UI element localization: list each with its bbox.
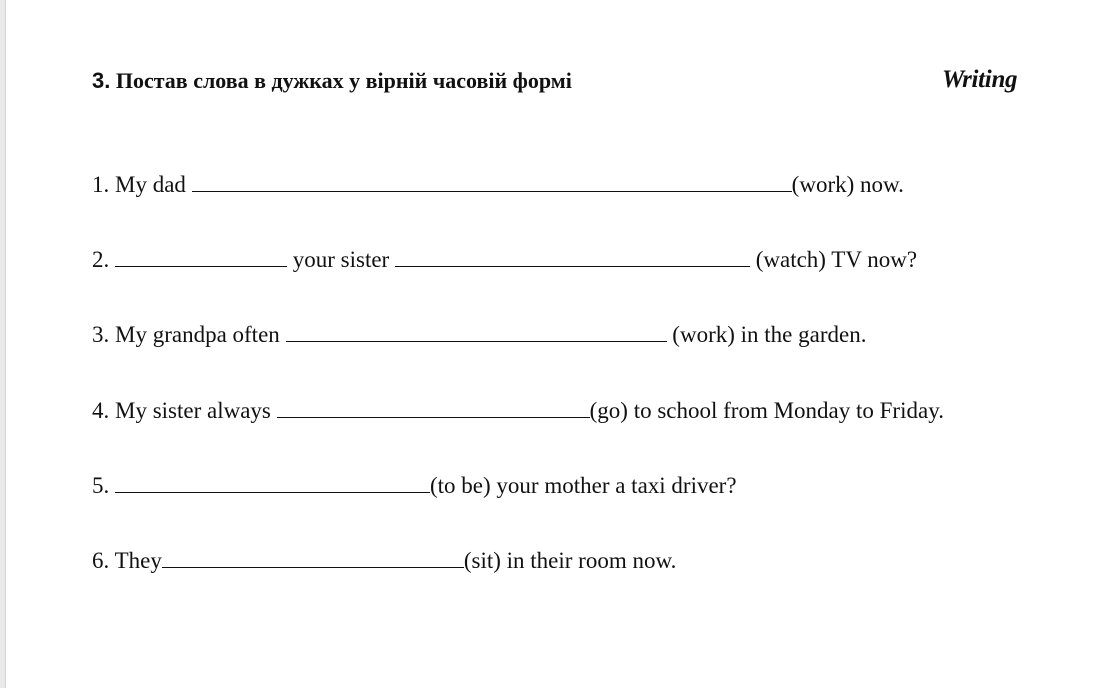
exercise-item-4 [92,396,944,426]
item-5-blank[interactable] [115,471,430,493]
item-6-blank[interactable] [162,546,464,568]
exercise-heading [92,66,572,96]
item-1-tail: (work) now. [791,172,904,197]
item-2-blank-2[interactable] [395,245,750,267]
item-4-blank[interactable] [277,396,590,418]
exercise-number: 3. [92,68,111,93]
item-3-blank[interactable] [286,320,667,342]
item-3-lead: 3. My grandpa often [92,322,286,347]
item-1-lead: 1. My dad [92,172,192,197]
document-page [6,0,1119,688]
exercise-instruction: Постав слова в дужках у вірній часовій формі [115,68,572,93]
item-2-lead: 2. [92,247,115,272]
exercise-item-6 [92,546,676,576]
item-2-blank-1[interactable] [115,245,287,267]
item-5-tail: (to be) your mother a taxi driver? [430,473,737,498]
item-3-tail: (work) in the garden. [666,322,867,347]
item-6-lead: 6. They [92,548,162,573]
item-6-tail: (sit) in their room now. [463,548,677,573]
exercise-item-1 [92,170,904,200]
item-4-tail: (go) to school from Monday to Friday. [589,398,944,423]
item-2-mid: your sister [287,247,395,272]
exercise-item-2 [92,245,917,275]
exercise-item-5 [92,471,737,501]
exercise-item-3 [92,320,866,350]
item-2-tail: (watch) TV now? [749,247,918,272]
item-1-blank[interactable] [192,170,792,192]
item-4-lead: 4. My sister always [92,398,277,423]
writing-label: Writing [942,66,1018,93]
item-5-lead: 5. [92,473,115,498]
